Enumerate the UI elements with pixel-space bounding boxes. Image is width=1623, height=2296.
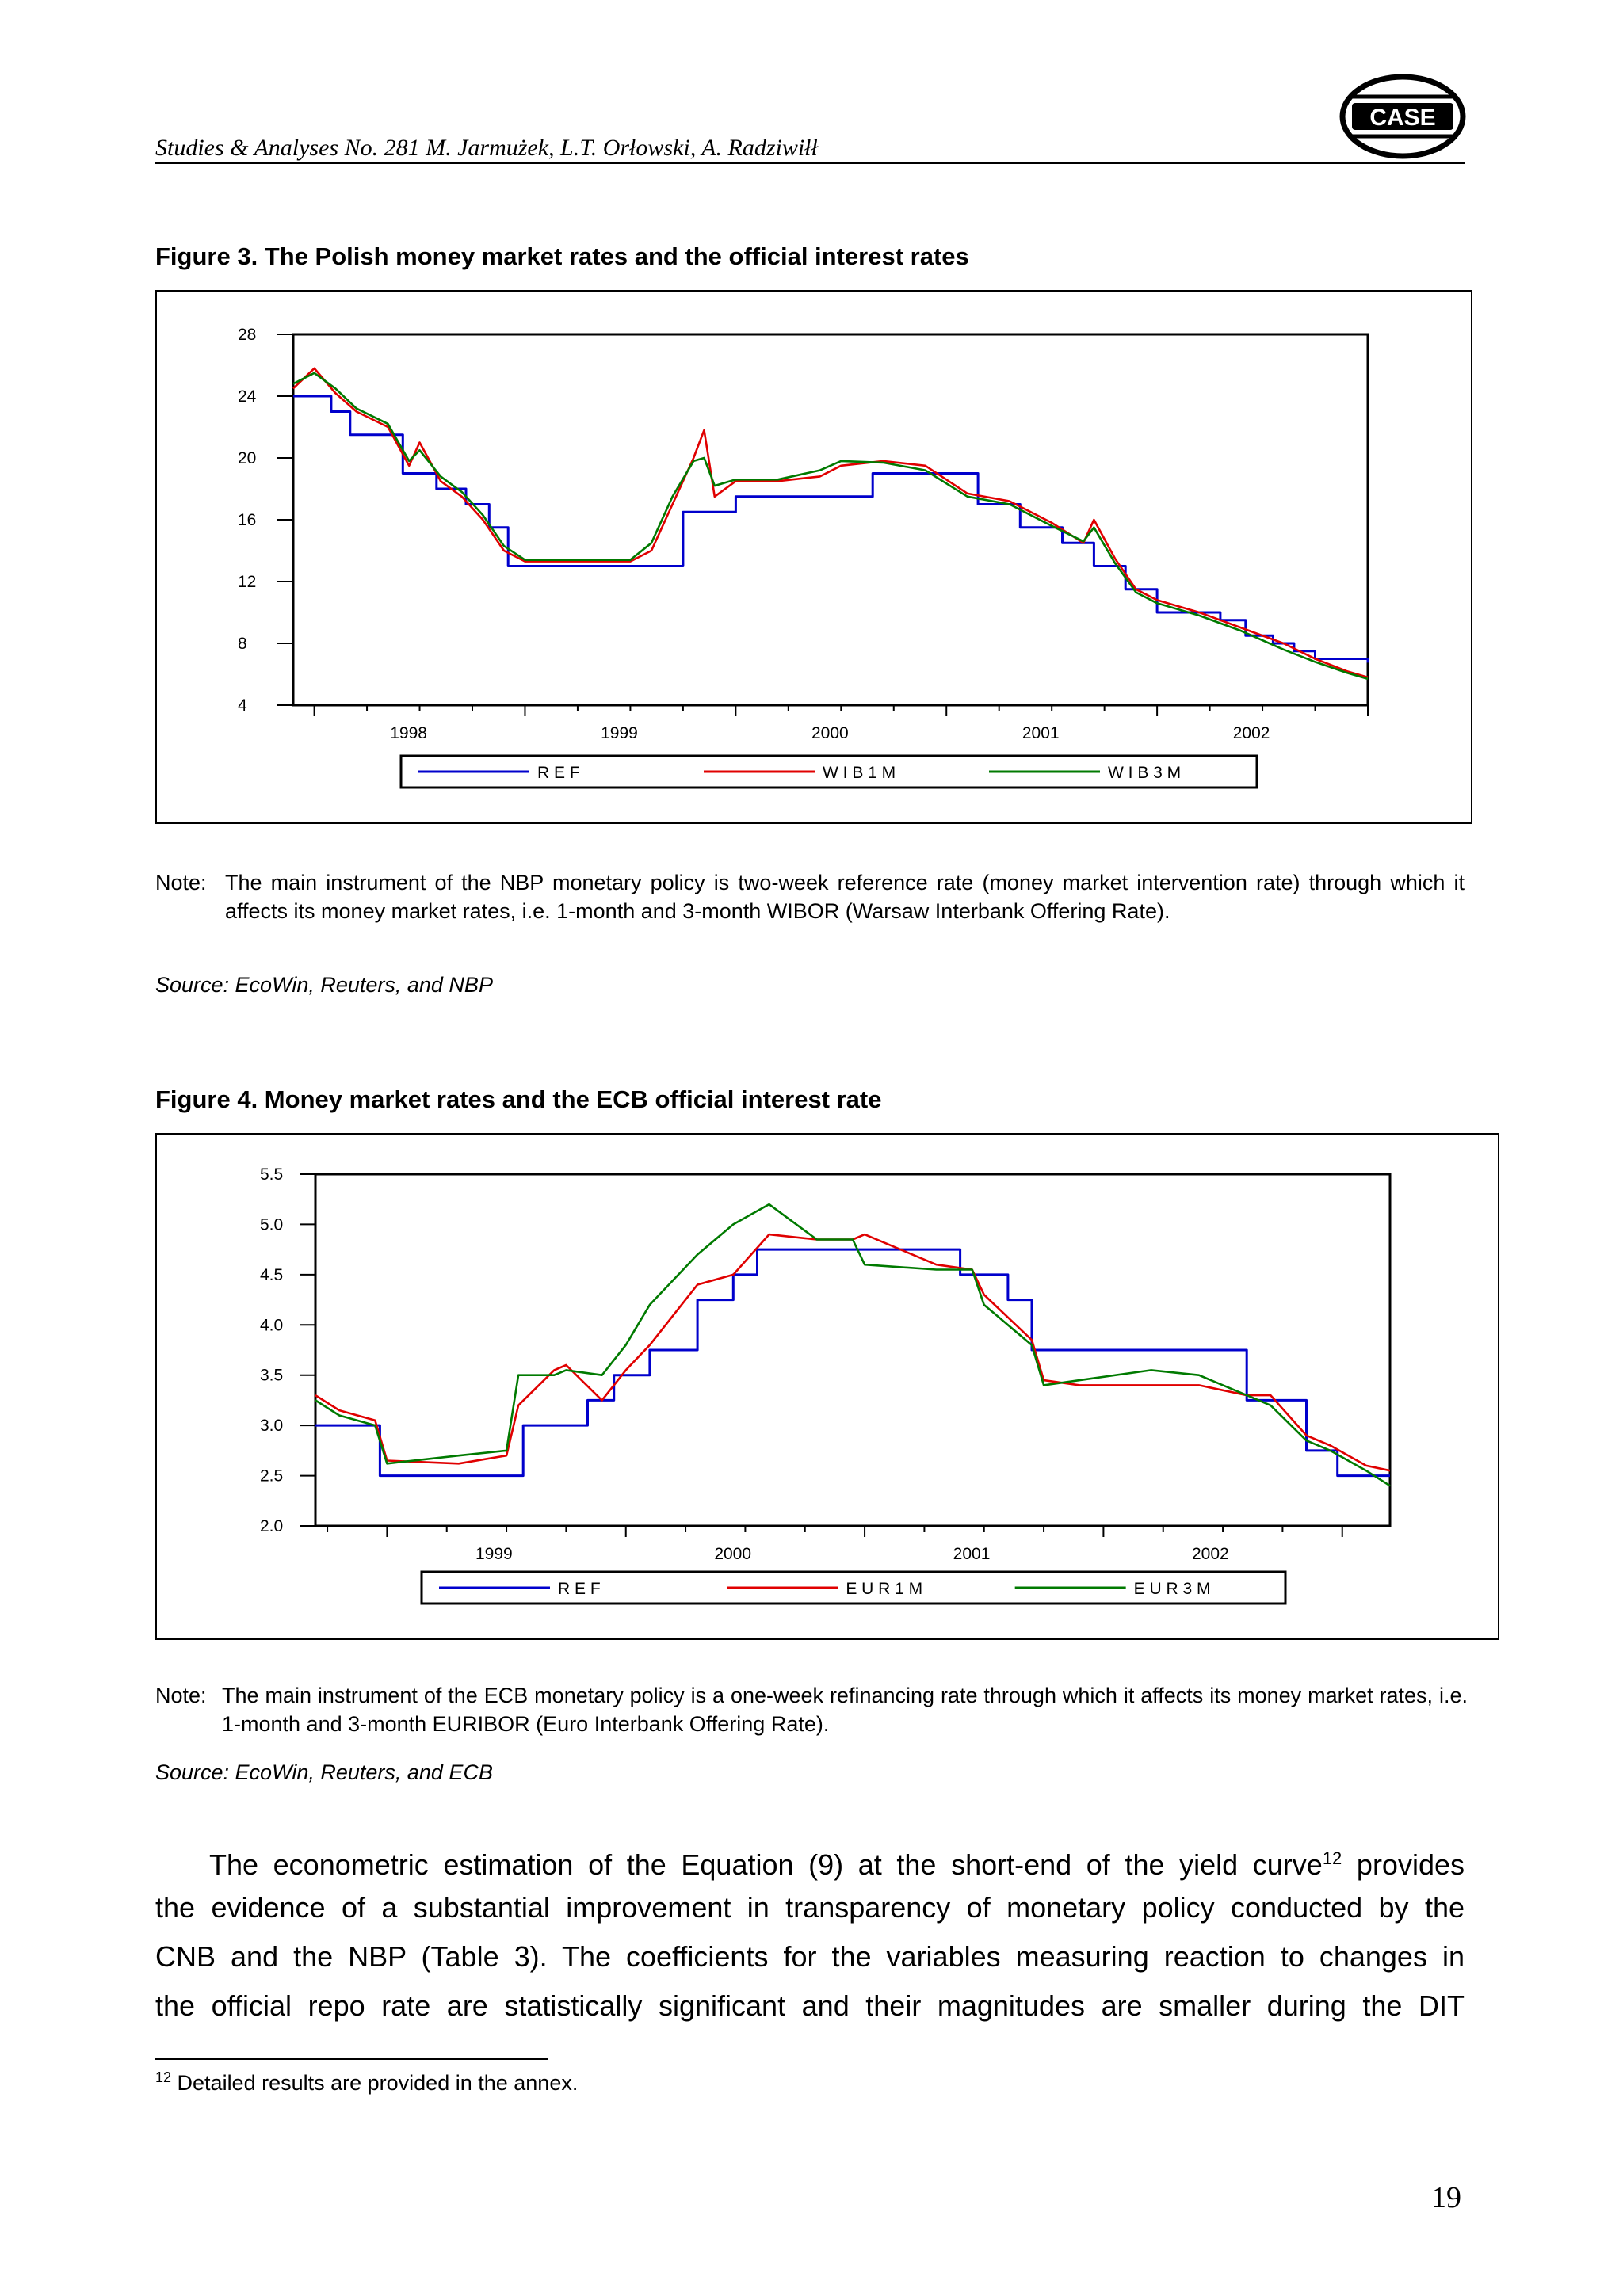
legend-label-2: W I B 1 M (823, 764, 896, 782)
x-tick-label: 2002 (1232, 724, 1270, 742)
figure3-frame (155, 290, 1472, 824)
footnote-text: Detailed results are provided in the annex. (171, 2071, 579, 2095)
series-line-3 (293, 373, 1368, 679)
y-tick-label: 2.0 (260, 1517, 284, 1535)
figure4-note-label: Note: (155, 1684, 207, 1707)
legend-label-1: R E F (558, 1580, 601, 1598)
series-line-1 (293, 396, 1368, 662)
legend-label-2: E U R 1 M (846, 1580, 923, 1598)
figure4-frame (155, 1133, 1499, 1640)
x-tick-label: 1998 (390, 724, 427, 742)
figure3-note-text: The main instrument of the NBP monetary policy is two-week reference rate (money market intervention rate) through which it affects its money market rates, i.e. 1-month and 3-month WIBOR (Warsaw Interbank Offering Rate). (225, 871, 1465, 923)
x-tick-label: 2001 (953, 1545, 991, 1563)
figure4-note-text: The main instrument of the ECB monetary policy is a one-week refinancing rate through which it affects its money market rates, i.e. 1-month and 3-month EURIBOR (Euro Interbank Offering Rate). (222, 1684, 1468, 1736)
series-line-2 (315, 1234, 1390, 1470)
y-tick-label: 3.0 (260, 1417, 284, 1436)
figure4-source: Source: EcoWin, Reuters, and ECB (155, 1760, 493, 1784)
y-tick-label: 4.0 (260, 1316, 284, 1335)
y-tick-label: 28 (238, 326, 257, 344)
body-line-1: The econometric estimation of the Equation (9) at the short-end of the yield curve$^{12}$ provides (209, 1848, 1465, 1881)
case-logo (1339, 73, 1466, 160)
y-tick-label: 5.5 (260, 1165, 284, 1184)
footnote (155, 2069, 578, 2096)
figure3-title: Figure 3. The Polish money market rates and the official interest rates (155, 242, 969, 270)
plot-area (293, 334, 1368, 705)
header-rule (155, 162, 1465, 164)
y-tick-label: 12 (238, 573, 257, 591)
series-line-1 (315, 1249, 1390, 1476)
figure4-note (155, 1681, 1468, 1738)
footnote-number: 12 (155, 2069, 172, 2085)
legend-label-3: W I B 3 M (1108, 764, 1182, 782)
legend-label-3: E U R 3 M (1133, 1580, 1211, 1598)
body-line-2: the evidence of a substantial improvement in transparency of monetary policy conducted by the (155, 1891, 1465, 1924)
series-line-3 (315, 1204, 1390, 1486)
footnote-ref: 12 (1322, 1848, 1342, 1868)
y-tick-label: 4.5 (260, 1265, 284, 1284)
page-number: 19 (1431, 2181, 1461, 2214)
figure4-chart (157, 1135, 1498, 1638)
figure3-source: Source: EcoWin, Reuters, and NBP (155, 973, 493, 997)
figure3-note (155, 868, 1465, 925)
y-tick-label: 8 (238, 635, 247, 653)
footnote-rule (155, 2058, 548, 2060)
x-tick-label: 2000 (714, 1545, 752, 1563)
figure3-chart (157, 292, 1471, 822)
y-tick-label: 3.5 (260, 1366, 284, 1385)
figure3-note-label: Note: (155, 871, 207, 894)
body-line-3: CNB and the NBP (Table 3). The coefficients for the variables measuring reaction to changes in (155, 1940, 1465, 1973)
body-line-4: the official repo rate are statistically significant and their magnitudes are smaller during the DIT (155, 1989, 1465, 2022)
series-line-2 (293, 368, 1368, 677)
legend-label-1: R E F (537, 764, 580, 782)
x-tick-label: 2001 (1022, 724, 1060, 742)
body-paragraph (155, 1834, 1465, 2031)
y-tick-label: 5.0 (260, 1215, 284, 1234)
logo-text: CASE (1369, 105, 1436, 131)
x-tick-label: 1999 (601, 724, 638, 742)
x-tick-label: 2000 (812, 724, 849, 742)
x-tick-label: 1999 (475, 1545, 513, 1563)
y-tick-label: 4 (238, 696, 247, 715)
y-tick-label: 20 (238, 449, 257, 467)
y-tick-label: 16 (238, 511, 257, 529)
y-tick-label: 24 (238, 387, 257, 406)
figure4-title: Figure 4. Money market rates and the ECB official interest rate (155, 1085, 882, 1113)
running-header: Studies & Analyses No. 281 M. Jarmużek, L.T. Orłowski, A. Radziwiłł (155, 135, 818, 161)
x-tick-label: 2002 (1192, 1545, 1229, 1563)
y-tick-label: 2.5 (260, 1466, 284, 1486)
